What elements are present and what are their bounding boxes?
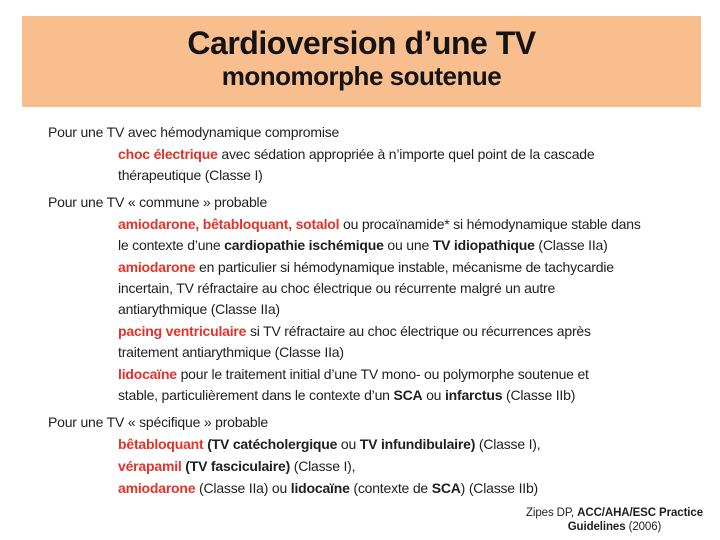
text-run: ) (Classe IIb) (460, 480, 538, 496)
text-run: (Classe IIa) (534, 237, 608, 253)
text-run: (2006) (625, 521, 662, 533)
citation-line (526, 520, 703, 534)
section-heading (48, 192, 698, 213)
text-line (118, 144, 698, 165)
indented-item (118, 364, 698, 406)
indented-item (118, 456, 698, 477)
text-run: Zipes DP, (525, 507, 578, 519)
highlighted-term: choc électrique (118, 146, 218, 162)
citation (526, 506, 703, 534)
citation-line (526, 506, 703, 520)
indented-item (118, 257, 698, 320)
text-run: ou procaïnamide* si hémodynamique stable dans (339, 216, 641, 232)
bold-term: Guidelines (567, 521, 626, 533)
title-banner (22, 16, 701, 107)
highlighted-term: bêtabloquant (118, 436, 204, 452)
bold-term: infarctus (444, 387, 503, 403)
text-line (118, 456, 698, 477)
indented-item (118, 321, 698, 363)
text-run: avec sédation appropriée à n’importe quel point de la cascade (217, 146, 595, 162)
text-run: Pour une TV « commune » probable (48, 194, 268, 210)
highlighted-term: amiodarone (118, 480, 196, 496)
text-run: si TV réfractaire au choc électrique ou récurrences après (246, 323, 591, 339)
bold-term: TV idiopathique (432, 237, 535, 253)
indented-item (118, 434, 698, 455)
text-run: pour le traitement initial d’une TV mono- ou polymorphe soutenue et (176, 366, 589, 382)
text-line (118, 364, 698, 385)
text-line (118, 321, 698, 342)
text-run: (Classe I), (475, 436, 541, 452)
highlighted-term: amiodarone (118, 259, 196, 275)
bold-term: TV infundibulaire) (359, 436, 476, 452)
text-run: (Classe IIa) ou (195, 480, 291, 496)
text-run: ou une (383, 237, 433, 253)
text-line (48, 192, 698, 213)
slide-title: Cardioversion d’une TV (187, 25, 536, 61)
text-run: le contexte d’une (118, 237, 225, 253)
bold-term: lidocaïne (290, 480, 350, 496)
text-line (118, 385, 698, 406)
bold-term: (TV catécholergique (207, 436, 338, 452)
text-run: Pour une TV avec hémodynamique compromise (48, 124, 340, 140)
text-run: ou (337, 436, 360, 452)
text-line (118, 235, 698, 256)
text-line (118, 342, 698, 363)
text-run: stable, particulièrement dans le contexte d’un (118, 387, 394, 403)
text-run: incertain, TV réfractaire au choc électrique ou récurrente malgré un autre (118, 280, 556, 296)
text-line (118, 214, 698, 235)
indented-item (118, 214, 698, 256)
section-heading (48, 412, 698, 433)
text-line (118, 434, 698, 455)
text-line (118, 278, 698, 299)
text-run: antiarythmique (Classe IIa) (118, 301, 280, 317)
indented-item (118, 144, 698, 186)
bold-term: SCA (393, 387, 423, 403)
text-run: Pour une TV « spécifique » probable (48, 414, 269, 430)
slide-body (48, 119, 698, 499)
highlighted-term: lidocaïne (118, 366, 177, 382)
text-line (48, 412, 698, 433)
text-run: (contexte de (349, 480, 432, 496)
text-line (48, 122, 698, 143)
highlighted-term: amiodarone, bêtabloquant, sotalol (118, 216, 340, 232)
bold-term: ACC/AHA/ESC Practice (577, 507, 703, 519)
text-run: traitement antiarythmique (Classe IIa) (118, 344, 344, 360)
text-line (118, 257, 698, 278)
text-run: en particulier si hémodynamique instable, mécanisme de tachycardie (195, 259, 614, 275)
indented-item (118, 478, 698, 499)
text-line (118, 165, 698, 186)
highlighted-term: pacing ventriculaire (118, 323, 247, 339)
bold-term: SCA (431, 480, 461, 496)
highlighted-term: vérapamil (118, 458, 182, 474)
text-run: (Classe I), (290, 458, 356, 474)
section-heading (48, 122, 698, 143)
slide-subtitle: monomorphe soutenue (221, 61, 502, 91)
text-line (118, 299, 698, 320)
bold-term: (TV fasciculaire) (185, 458, 291, 474)
text-line (118, 478, 698, 499)
text-run: (Classe IIb) (502, 387, 576, 403)
bold-term: cardiopathie ischémique (224, 237, 384, 253)
text-run: ou (422, 387, 445, 403)
text-run: thérapeutique (Classe I) (118, 167, 263, 183)
